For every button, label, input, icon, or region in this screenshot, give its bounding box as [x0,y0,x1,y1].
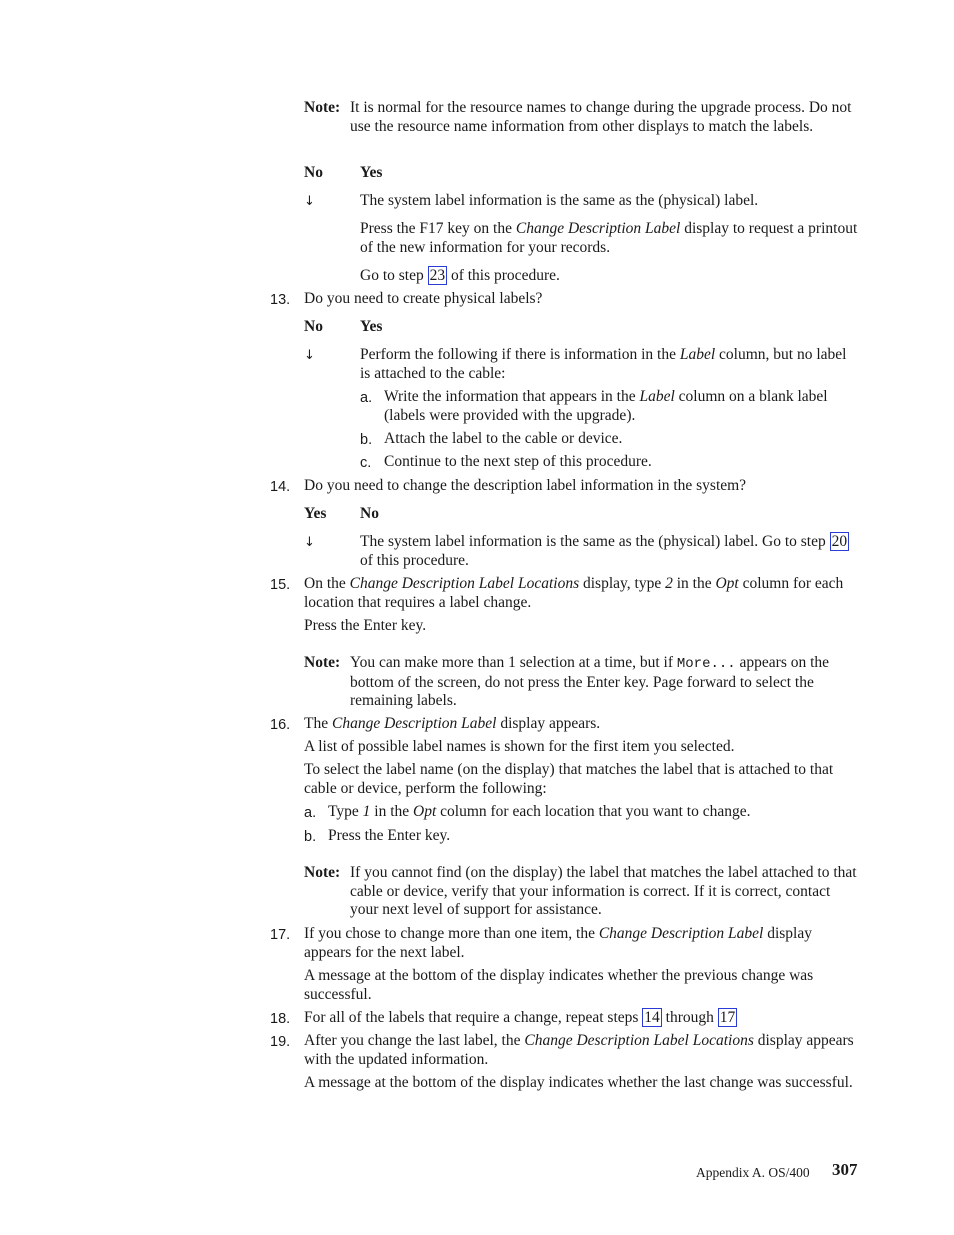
substep-label: b. [360,432,373,448]
note-text: You can make more than 1 selection at a time, but if More... appears on the bottom of the screen, do not press the Enter key. Page forward to select the remaining labels. [350,654,830,709]
step-number: 16. [270,717,291,733]
press-f17-paragraph: Press the F17 key on the Change Description Label display to request a printout of the new information for your records. [360,220,858,256]
step-number: 18. [270,1011,291,1027]
note-label: Note: [304,864,341,881]
note-text: It is normal for the resource names to change during the upgrade process. Do not use the resource name information from other displays to match the labels. [350,99,852,135]
step-15-text: On the Change Description Label Locations display, type 2 in the Opt column for each location that requires a label change. [304,575,844,611]
choice-header-yes: Yes [360,318,383,335]
goto-step-paragraph: Go to step 23 of this procedure. [360,267,560,284]
step-17-link[interactable]: 17 [719,1009,736,1026]
choice-header-yes: Yes [360,164,383,181]
no-branch-text: The system label information is the same as the (physical) label. Go to step 20 of this procedure. [360,533,848,569]
down-arrow-icon: ↓ [304,348,315,363]
step-16-paragraph: To select the label name (on the display) that matches the label that is attached to that cable or device, perform the following: [304,761,834,797]
step-17-text: If you chose to change more than one item, the Change Description Label display appears for the next label. [304,925,812,961]
step-20-link[interactable]: 20 [831,533,848,550]
substep-label: c. [360,455,372,471]
substep-label: b. [304,829,317,845]
perform-paragraph: Perform the following if there is information in the Label column, but no label is attached to the cable: [360,346,847,382]
step-number: 14. [270,479,291,495]
note-text: If you cannot find (on the display) the label that matches the label attached to that cable or device, verify that your information is correct. If it is correct, contact your next level of support for assistance. [350,864,857,918]
step-number: 17. [270,927,291,943]
step-13-question: Do you need to create physical labels? [304,290,543,307]
step-16-paragraph: A list of possible label names is shown for the first item you selected. [304,738,735,755]
step-16-text: The Change Description Label display appears. [304,715,601,732]
step-14-link[interactable]: 14 [644,1009,660,1026]
choice-header-no: No [360,505,379,522]
step-19-paragraph: A message at the bottom of the display indicates whether the last change was successful. [304,1074,853,1091]
page-number: 307 [832,1160,858,1179]
down-arrow-icon: ↓ [304,535,315,550]
substep-label: a. [304,805,317,821]
step-17-paragraph: A message at the bottom of the display indicates whether the previous change was successful. [304,967,814,1003]
substep-text: Write the information that appears in the Label column on a blank label (labels were provided with the upgrade). [384,388,828,424]
step-19-text: After you change the last label, the Change Description Label Locations display appears with the updated information. [304,1032,854,1068]
substep-text: Attach the label to the cable or device. [384,430,623,447]
note-label: Note: [304,99,341,116]
step-number: 13. [270,292,291,308]
choice-header-yes: Yes [304,505,327,522]
step-number: 15. [270,577,291,593]
substep-label: a. [360,390,373,406]
choice-header-no: No [304,318,323,335]
step-number: 19. [270,1034,291,1050]
press-enter-text: Press the Enter key. [304,617,427,634]
substep-text: Press the Enter key. [328,827,451,844]
step-23-link[interactable]: 23 [429,267,446,284]
down-arrow-icon: ↓ [304,194,315,209]
substep-text: Continue to the next step of this procedure. [384,453,652,470]
substep-text: Type 1 in the Opt column for each location that you want to change. [328,803,751,820]
choice-header-no: No [304,164,323,181]
step-14-question: Do you need to change the description label information in the system? [304,477,747,494]
no-branch-text: The system label information is the same as the (physical) label. [360,192,759,209]
note-label: Note: [304,654,341,671]
footer-section: Appendix A. OS/400 [696,1165,810,1180]
step-18-text: For all of the labels that require a change, repeat steps 14 through 17 [304,1009,736,1026]
